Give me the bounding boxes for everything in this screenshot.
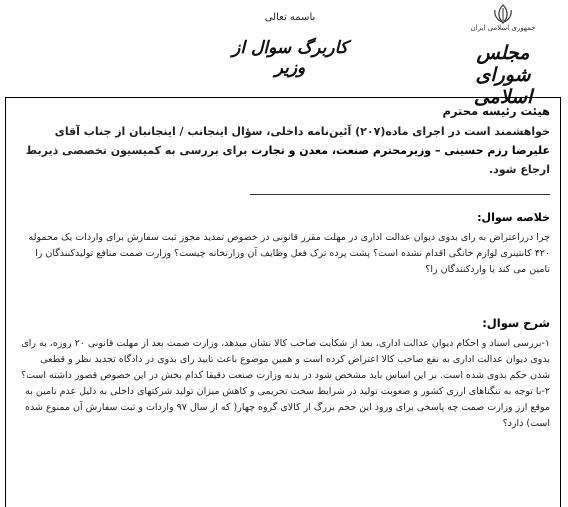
summary-title: خلاصه سوال: [477, 211, 550, 224]
emblem-icon [492, 4, 514, 24]
minister-name: علیرضا رزم حسینی – وزیرمحترم صنعت، معدن و تجارت [251, 144, 550, 157]
logo-title: مجلس شورای اسلامی [473, 42, 533, 108]
addressee: هیئت رئیسه محترم [442, 104, 550, 118]
summary-text: چرا درراعتراض به رای بدوی دیوان عدالت اداری در مهلت مقرر قانونی در خصوص تمدید مجوز ثبت سفارش برای واردات یک محموله ۴۲۰ کانتینری لوازم خانگی اقدام نشده است؟ پشت پرده ترک فعل وظایف آن وزارتخانه چیست؟ وزارت صمت منافع تولیدکنندگان را تامین می کند یا واردکنندگان را؟ [28, 232, 550, 275]
form-title: کاربرگ سوال از وزیر [232, 38, 348, 78]
explanation-text: ۱-بررسی اسناد و احکام دیوان عدالت اداری، بعد از شکایت صاحب کالا نشان میدهد، وزارت صمت بعد از مهلت قانونی ۲۰ روزه، به رای بدوی دیوان عدالت اداری به نفع صاحب کالا اعتراض کرده است و همین موضوع باعث تایید رای بدوی در دادگاه تجدید نظر و قطعی شدن حکم بدوی شده است. بر این اساس باید مشخص شود در بدنه وزارت صنعت دقیقا کدام بخش در این خصوص قصور داشته است؟ ۲-با توجه به تنگناهای ارزی کشور و صعوبت تولید در شرایط سخت تحریمی و کاهش میزان تولید شرکتهای داخلی به دلیل عدم تامین به موقع ارز وزارت صمت چه پاسخی برای ورود این حجم بزرگ از کالای گروه چهار( که از سال ۹۷ واردات و ثبت سفارش آن ممنوع شده است) دارد؟ [21, 338, 550, 429]
intro-paragraph [20, 122, 550, 179]
question-form-box [5, 97, 561, 507]
intro-tail: برای بررسی به کمیسیون تخصصی ذیربط ارجاع شود. [25, 144, 550, 176]
explanation-title: شرح سوال: [482, 316, 550, 330]
separator-line [250, 194, 550, 195]
logo-subtitle: جمهوری اسلامی ایران [470, 24, 536, 32]
bismillah: باسمه تعالی [264, 12, 316, 23]
parliament-logo [448, 4, 558, 108]
intro-line: خواهشمند است در اجرای ماده(۲۰۷) آئین‌نامه داخلی، سؤال اینجانب / اینجانبان از جناب آقای [54, 125, 550, 138]
